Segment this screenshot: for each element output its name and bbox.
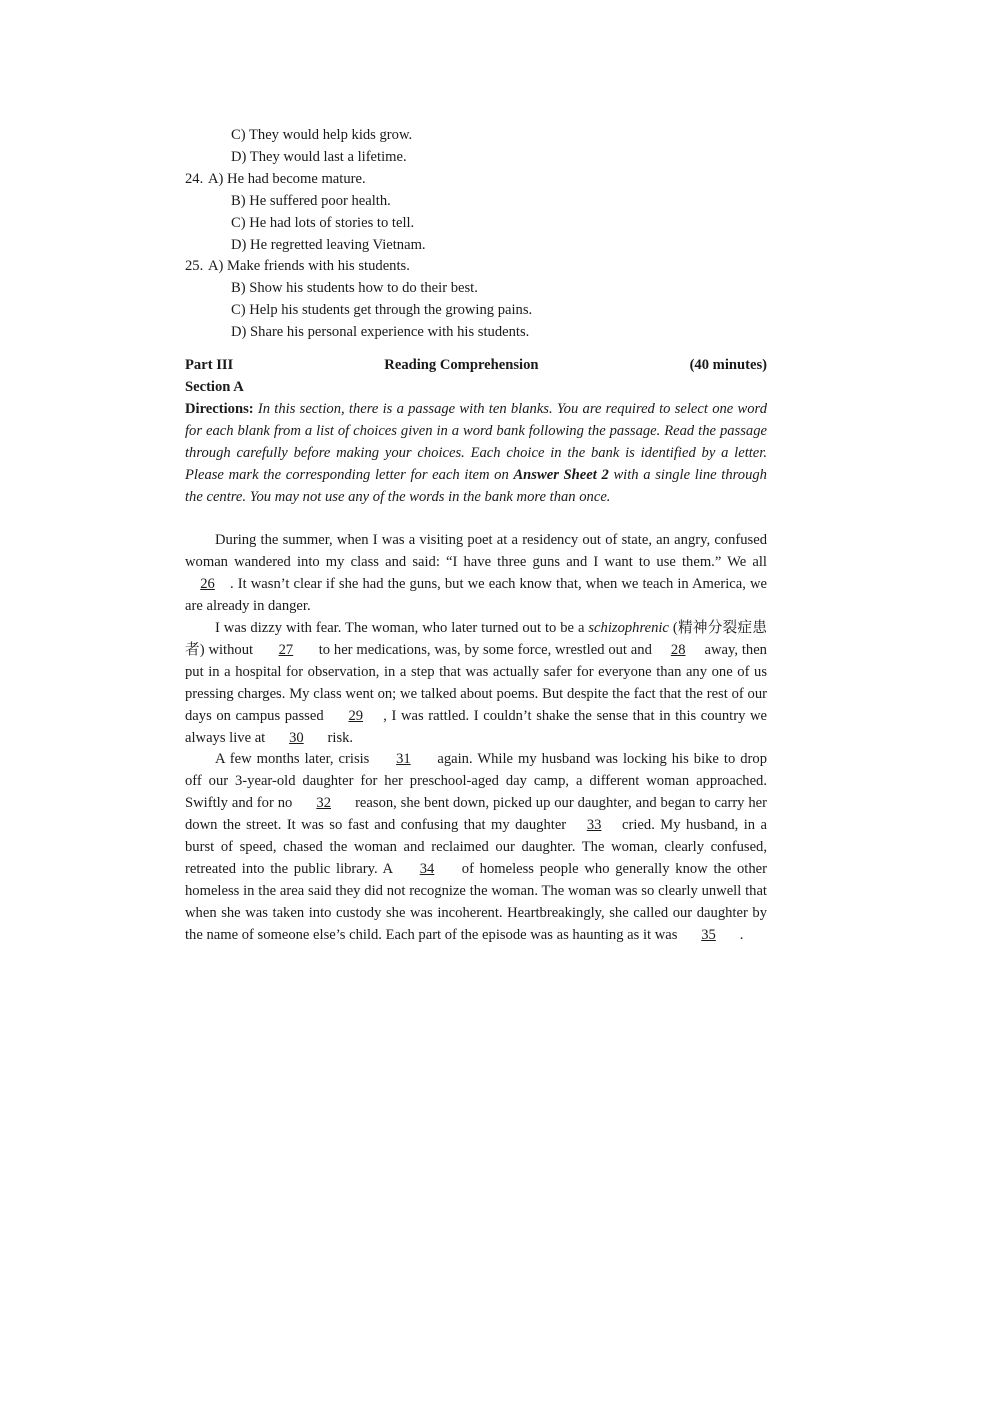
option-line: 24. A) He had become mature. (185, 169, 767, 191)
part-header (185, 355, 767, 377)
answer-sheet-ref: Answer Sheet 2 (513, 466, 609, 483)
exam-page (185, 125, 767, 947)
option-line: D) Share his personal experience with his students. (231, 324, 530, 341)
passage (185, 530, 767, 946)
question-number: 24. (185, 170, 204, 187)
blank-30: 30 (289, 729, 304, 746)
option-line: D) They would last a lifetime. (231, 148, 407, 165)
section-title: Section A (185, 378, 244, 395)
option-line: B) Show his students how to do their best. (231, 280, 478, 297)
blank-35: 35 (701, 926, 716, 943)
blank-29: 29 (348, 707, 364, 724)
option-line: 25. A) Make friends with his students. (185, 256, 767, 278)
option-line: C) Help his students get through the growing pains. (231, 302, 533, 319)
question-number: 25. (185, 258, 204, 275)
directions: Directions: In this section, there is a passage with ten blanks. You are required to select one word for each blank from a list of choices given in a word bank following the passage. Read the passage through carefully before making your choices. Each choice in the bank is identified by a letter. Please mark the corresponding letter for each item on Answer Sheet 2 with a single line through the centre. You may not use any of the words in the bank more than once. (185, 400, 767, 505)
blank-28: 28 (670, 641, 686, 658)
option-line: C) He had lots of stories to tell. (231, 214, 415, 231)
part-title: Reading Comprehension (384, 357, 539, 374)
blank-32: 32 (316, 795, 331, 812)
option-line: D) He regretted leaving Vietnam. (231, 236, 426, 253)
part-number: Part III (185, 357, 234, 374)
paragraph-2: I was dizzy with fear. The woman, who later turned out to be a schizophrenic (精神分裂症患者) without 27 to her medications, was, by some force, wrestled out and 28 away, then put in a hospital for observation, in a step that was actually safer for everyone than any one of us pressing charges. My class went on; we talked about poems. But despite the fact that the rest of our days on campus passed 29 , I was rattled. I couldn’t shake the sense that in this country we always live at 30 risk. (185, 618, 767, 749)
blank-27: 27 (278, 641, 294, 658)
blank-34: 34 (419, 861, 435, 877)
option-line: C) They would help kids grow. (231, 127, 413, 143)
paragraph-1: During the summer, when I was a visiting poet at a residency out of state, an angry, confused woman wandered into my class and said: “I have three guns and I want to use them.” We all 26 . It wasn’t clear if she had the guns, but we each know that, when we teach in America, we are already in danger. (185, 532, 767, 615)
answer-options (185, 125, 767, 344)
blank-33: 33 (586, 817, 602, 834)
part-time: (40 minutes) (689, 357, 767, 374)
italic-term: schizophrenic (588, 620, 669, 637)
blank-26: 26 (200, 576, 215, 593)
directions-label: Directions: (185, 400, 254, 417)
paragraph-3: A few months later, crisis 31 again. While my husband was locking his bike to drop off our 3-year-old daughter for her preschool-aged day camp, a different woman approached. Swiftly and for no 32 reason, she bent down, picked up our daughter, and began to carry her down the street. It was so fast and confusing that my daughter 33 cried. My husband, in a burst of speed, chased the woman and reclaimed our daughter. The woman, clearly confused, retreated into the public library. A 34 of homeless people who generally know the other homeless in the area said they did not recognize the woman. The woman was so clearly unwell that when she was taken into custody she was incoherent. Heartbreakingly, she called our daughter by the name of someone else’s child. Each part of the episode was as haunting as it was 35 . (185, 749, 767, 946)
option-line: B) He suffered poor health. (231, 192, 391, 209)
blank-31: 31 (396, 751, 411, 768)
